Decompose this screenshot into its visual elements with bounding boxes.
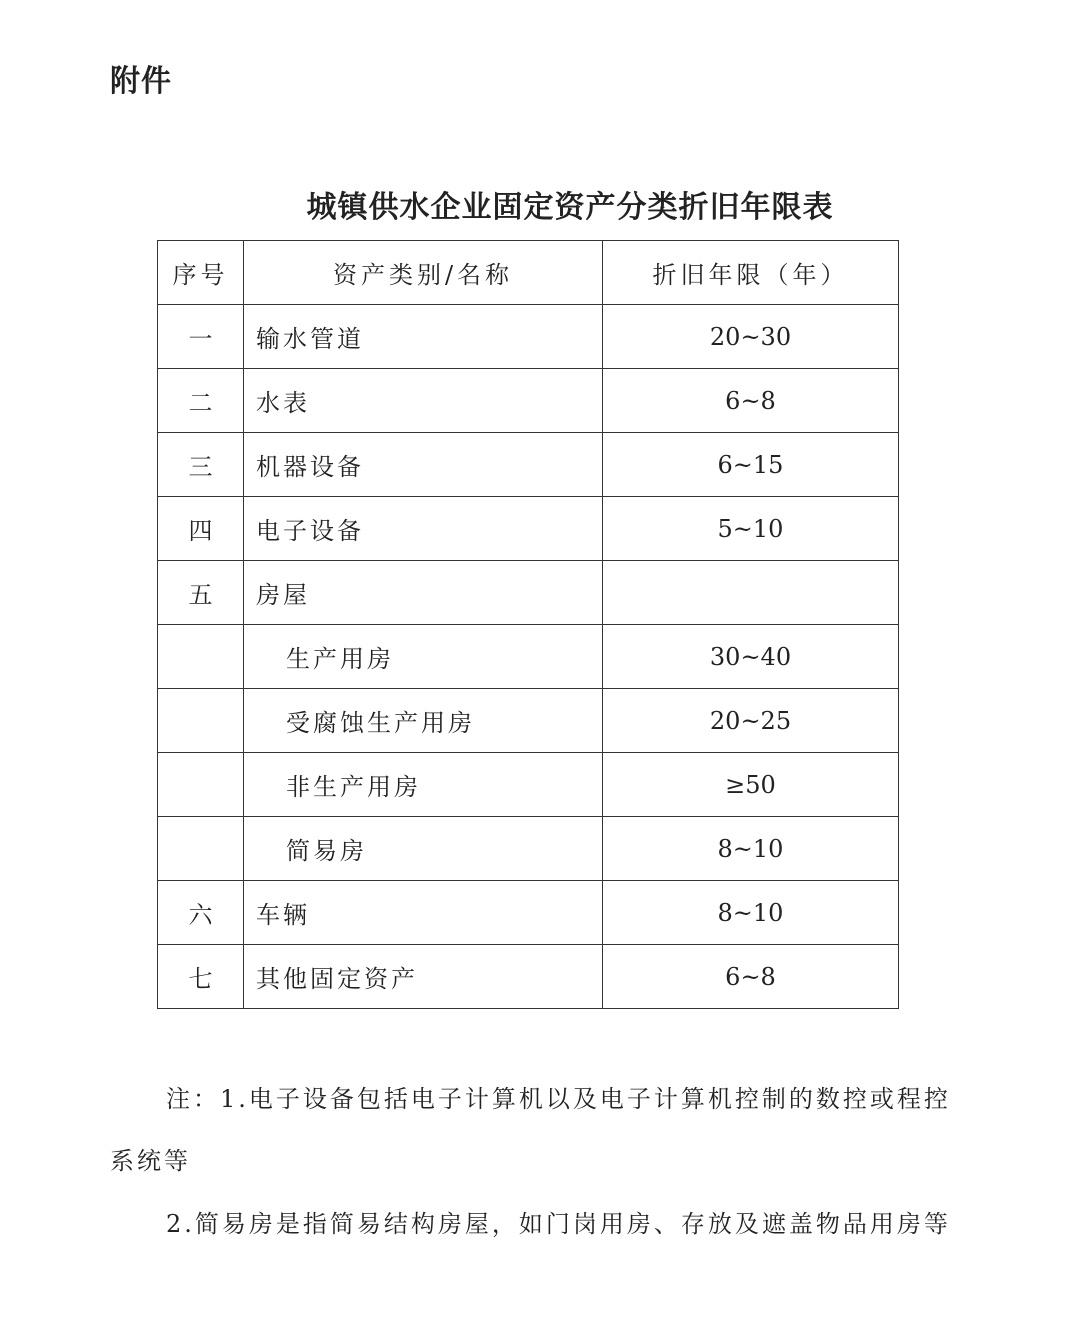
row-years: 5~10 (603, 497, 899, 561)
row-no: 五 (158, 561, 244, 625)
note-2: 2.简易房是指简易结构房屋，如门岗用房、存放及遮盖物品用房等 (166, 1210, 951, 1238)
header-asset-category: 资产类别/名称 (244, 241, 603, 305)
note-1-line-2: 系统等 (110, 1147, 191, 1175)
table-row (158, 881, 899, 945)
row-years (603, 561, 899, 625)
row-years: 8~10 (603, 817, 899, 881)
depreciation-table (157, 240, 899, 1009)
table-row (158, 945, 899, 1009)
row-no (158, 689, 244, 753)
row-asset-name: 非生产用房 (244, 753, 603, 817)
row-asset-name: 机器设备 (244, 433, 603, 497)
row-years: 20~25 (603, 689, 899, 753)
row-asset-name: 电子设备 (244, 497, 603, 561)
row-asset-name: 车辆 (244, 881, 603, 945)
header-no: 序号 (158, 241, 244, 305)
row-years: 6~8 (603, 369, 899, 433)
table-row (158, 497, 899, 561)
row-asset-name: 输水管道 (244, 305, 603, 369)
row-asset-name: 简易房 (244, 817, 603, 881)
row-no (158, 753, 244, 817)
attachment-label: 附件 (110, 64, 172, 99)
table-row (158, 753, 899, 817)
row-asset-name: 其他固定资产 (244, 945, 603, 1009)
table-row (158, 305, 899, 369)
note-1-line-1: 注：1.电子设备包括电子计算机以及电子计算机控制的数控或程控 (166, 1085, 951, 1113)
table-title: 城镇供水企业固定资产分类折旧年限表 (306, 190, 834, 225)
row-years: 30~40 (603, 625, 899, 689)
table-row (158, 561, 899, 625)
table-row (158, 817, 899, 881)
row-years: 20~30 (603, 305, 899, 369)
row-years: 6~8 (603, 945, 899, 1009)
row-no: 六 (158, 881, 244, 945)
table-header-row (158, 241, 899, 305)
row-asset-name: 生产用房 (244, 625, 603, 689)
row-asset-name: 水表 (244, 369, 603, 433)
table-row (158, 689, 899, 753)
table-row (158, 625, 899, 689)
row-years: ≥50 (603, 753, 899, 817)
row-no (158, 625, 244, 689)
row-no: 一 (158, 305, 244, 369)
header-depreciation-years: 折旧年限（年） (603, 241, 899, 305)
row-asset-name: 房屋 (244, 561, 603, 625)
table-row (158, 369, 899, 433)
row-years: 8~10 (603, 881, 899, 945)
row-no: 七 (158, 945, 244, 1009)
row-no: 二 (158, 369, 244, 433)
table-row (158, 433, 899, 497)
row-asset-name: 受腐蚀生产用房 (244, 689, 603, 753)
row-no (158, 817, 244, 881)
row-years: 6~15 (603, 433, 899, 497)
row-no: 三 (158, 433, 244, 497)
row-no: 四 (158, 497, 244, 561)
